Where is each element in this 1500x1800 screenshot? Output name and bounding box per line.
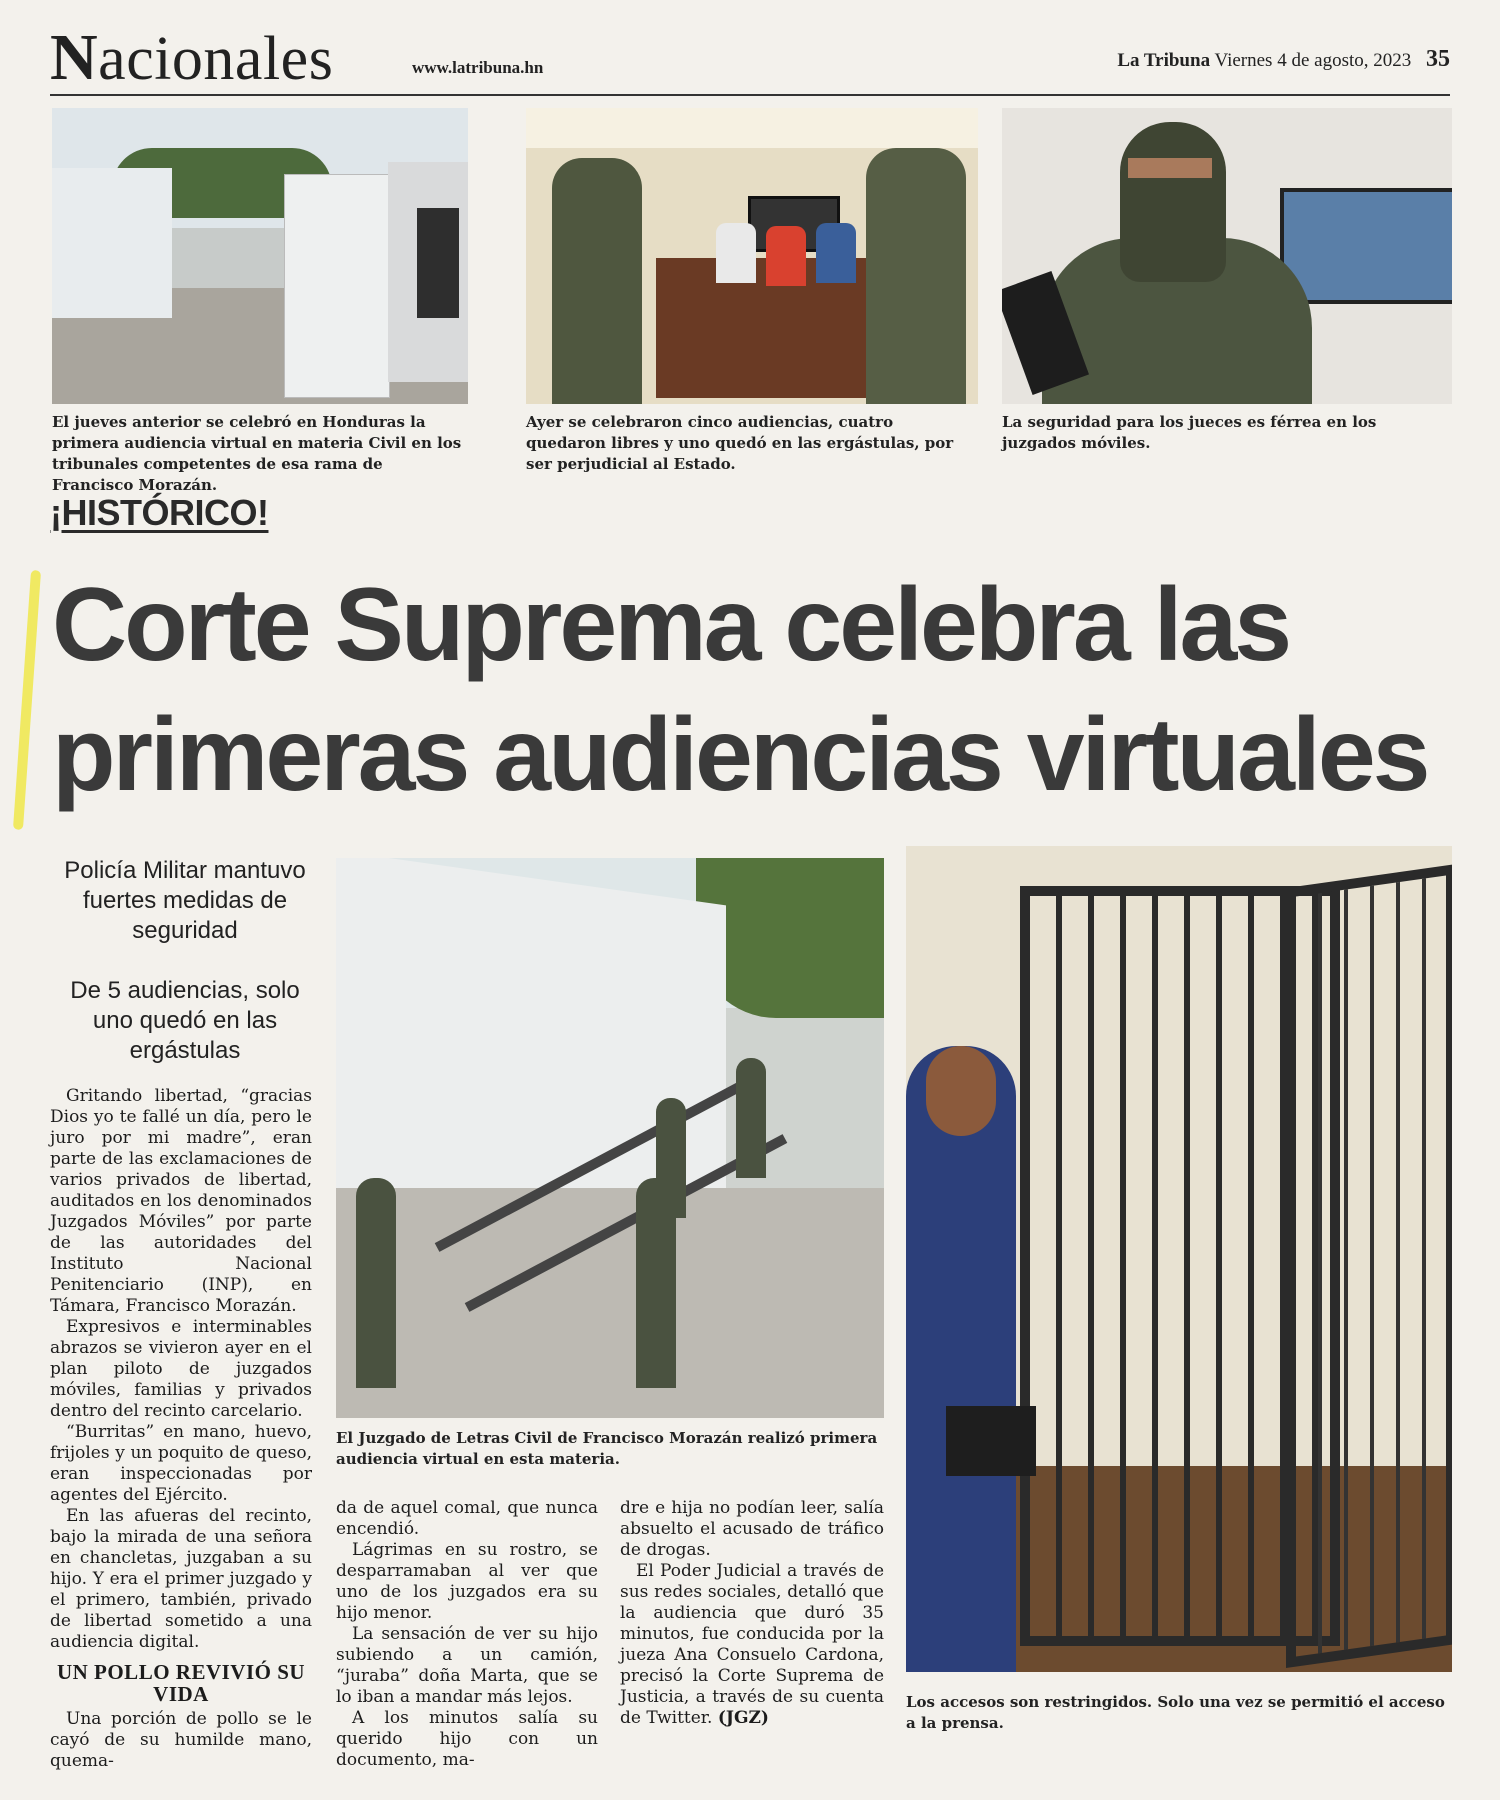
- photo-cell-door: [906, 846, 1452, 1672]
- paragraph: dre e hija no podían leer, salía absuelto el acusado de tráfico de drogas.: [620, 1498, 884, 1560]
- photo-courtyard: [52, 108, 468, 404]
- kicker: ¡HISTÓRICO!: [50, 492, 269, 533]
- paragraph: Lágrimas en su rostro, se desparramaban al ver que uno de los juzgados era su hijo menor.: [336, 1540, 598, 1623]
- section-title: Nacionales: [50, 21, 334, 94]
- photo-guard: [1002, 108, 1452, 404]
- headline: Corte Suprema celebra las primeras audiencias virtuales: [52, 567, 1428, 813]
- caption-courtyard: El jueves anterior se celebró en Honduras la primera audiencia virtual en materia Civil en los tribunales competentes de esa rama de Francisco Morazán.: [52, 413, 462, 494]
- highlighter-mark: [13, 570, 41, 830]
- caption-hearing-room: Ayer se celebraron cinco audiencias, cuatro quedaron libres y uno quedó en las ergástulas, por ser perjudicial al Estado.: [526, 413, 954, 473]
- caption-cell-door: Los accesos son restringidos. Solo una vez se permitió el acceso a la prensa.: [906, 1693, 1445, 1732]
- body-column-1: [50, 1086, 312, 1772]
- deck-hearings: De 5 audiencias, solo uno quedó en las ergástulas: [70, 977, 300, 1064]
- page-number: 35: [1426, 46, 1450, 72]
- site-url: www.latribuna.hn: [412, 58, 544, 77]
- header-rule: [50, 94, 1450, 96]
- paragraph: Gritando libertad, “gracias Dios yo te fallé un día, pero le juro por mi madre”, eran parte de las exclamaciones de varios privados de libertad, auditados en los denominados Juzgados Móviles” por parte de las autoridades del Instituto Nacional Penitenciario (INP), en Támara, Francisco Morazán.: [50, 1086, 312, 1316]
- header-meta: [1117, 46, 1450, 73]
- paragraph: En las afueras del recinto, bajo la mirada de una señora en chancletas, juzgaban a su hijo. Y era el primer juzgado y el primero, también, privado de libertad sometido a una audiencia digital.: [50, 1506, 312, 1652]
- issue-date: Viernes 4 de agosto, 2023: [1214, 50, 1412, 71]
- caption-guard: La seguridad para los jueces es férrea en los juzgados móviles.: [1002, 413, 1377, 452]
- subhead: UN POLLO REVIVIÓ SU VIDA: [56, 1660, 306, 1706]
- paragraph: La sensación de ver su hijo subiendo a un camión, “juraba” doña Marta, que se lo iban a mandar más lejos.: [336, 1624, 598, 1707]
- photo-mobile-court: [336, 858, 884, 1418]
- body-column-2: [336, 1498, 598, 1771]
- paragraph: A los minutos salía su querido hijo con un documento, ma-: [336, 1708, 598, 1770]
- paragraph: Una porción de pollo se le cayó de su humilde mano, quema-: [50, 1709, 312, 1771]
- author-signature: (JGZ): [717, 1708, 769, 1728]
- paper-name: La Tribuna: [1117, 50, 1211, 71]
- caption-mobile-court: El Juzgado de Letras Civil de Francisco Morazán realizó primera audiencia virtual en esta materia.: [336, 1429, 878, 1468]
- paragraph: “Burritas” en mano, huevo, frijoles y un poquito de queso, eran inspeccionadas por agentes del Ejército.: [50, 1422, 312, 1505]
- paragraph: El Poder Judicial a través de sus redes sociales, detalló que la audiencia que duró 35 minutos, fue conducida por la jueza Ana Consuelo Cardona, precisó la Corte Suprema de Justicia, a través de su cuenta de Twitter. (JGZ): [620, 1561, 884, 1728]
- body-column-3: [620, 1498, 884, 1729]
- paragraph: Expresivos e interminables abrazos se vivieron ayer en el plan piloto de juzgados móviles, familias y privados dentro del recinto carcelario.: [50, 1317, 312, 1421]
- paragraph: da de aquel comal, que nunca encendió.: [336, 1498, 598, 1539]
- deck-security: Policía Militar mantuvo fuertes medidas de seguridad: [64, 857, 306, 944]
- photo-hearing-room: [526, 108, 978, 404]
